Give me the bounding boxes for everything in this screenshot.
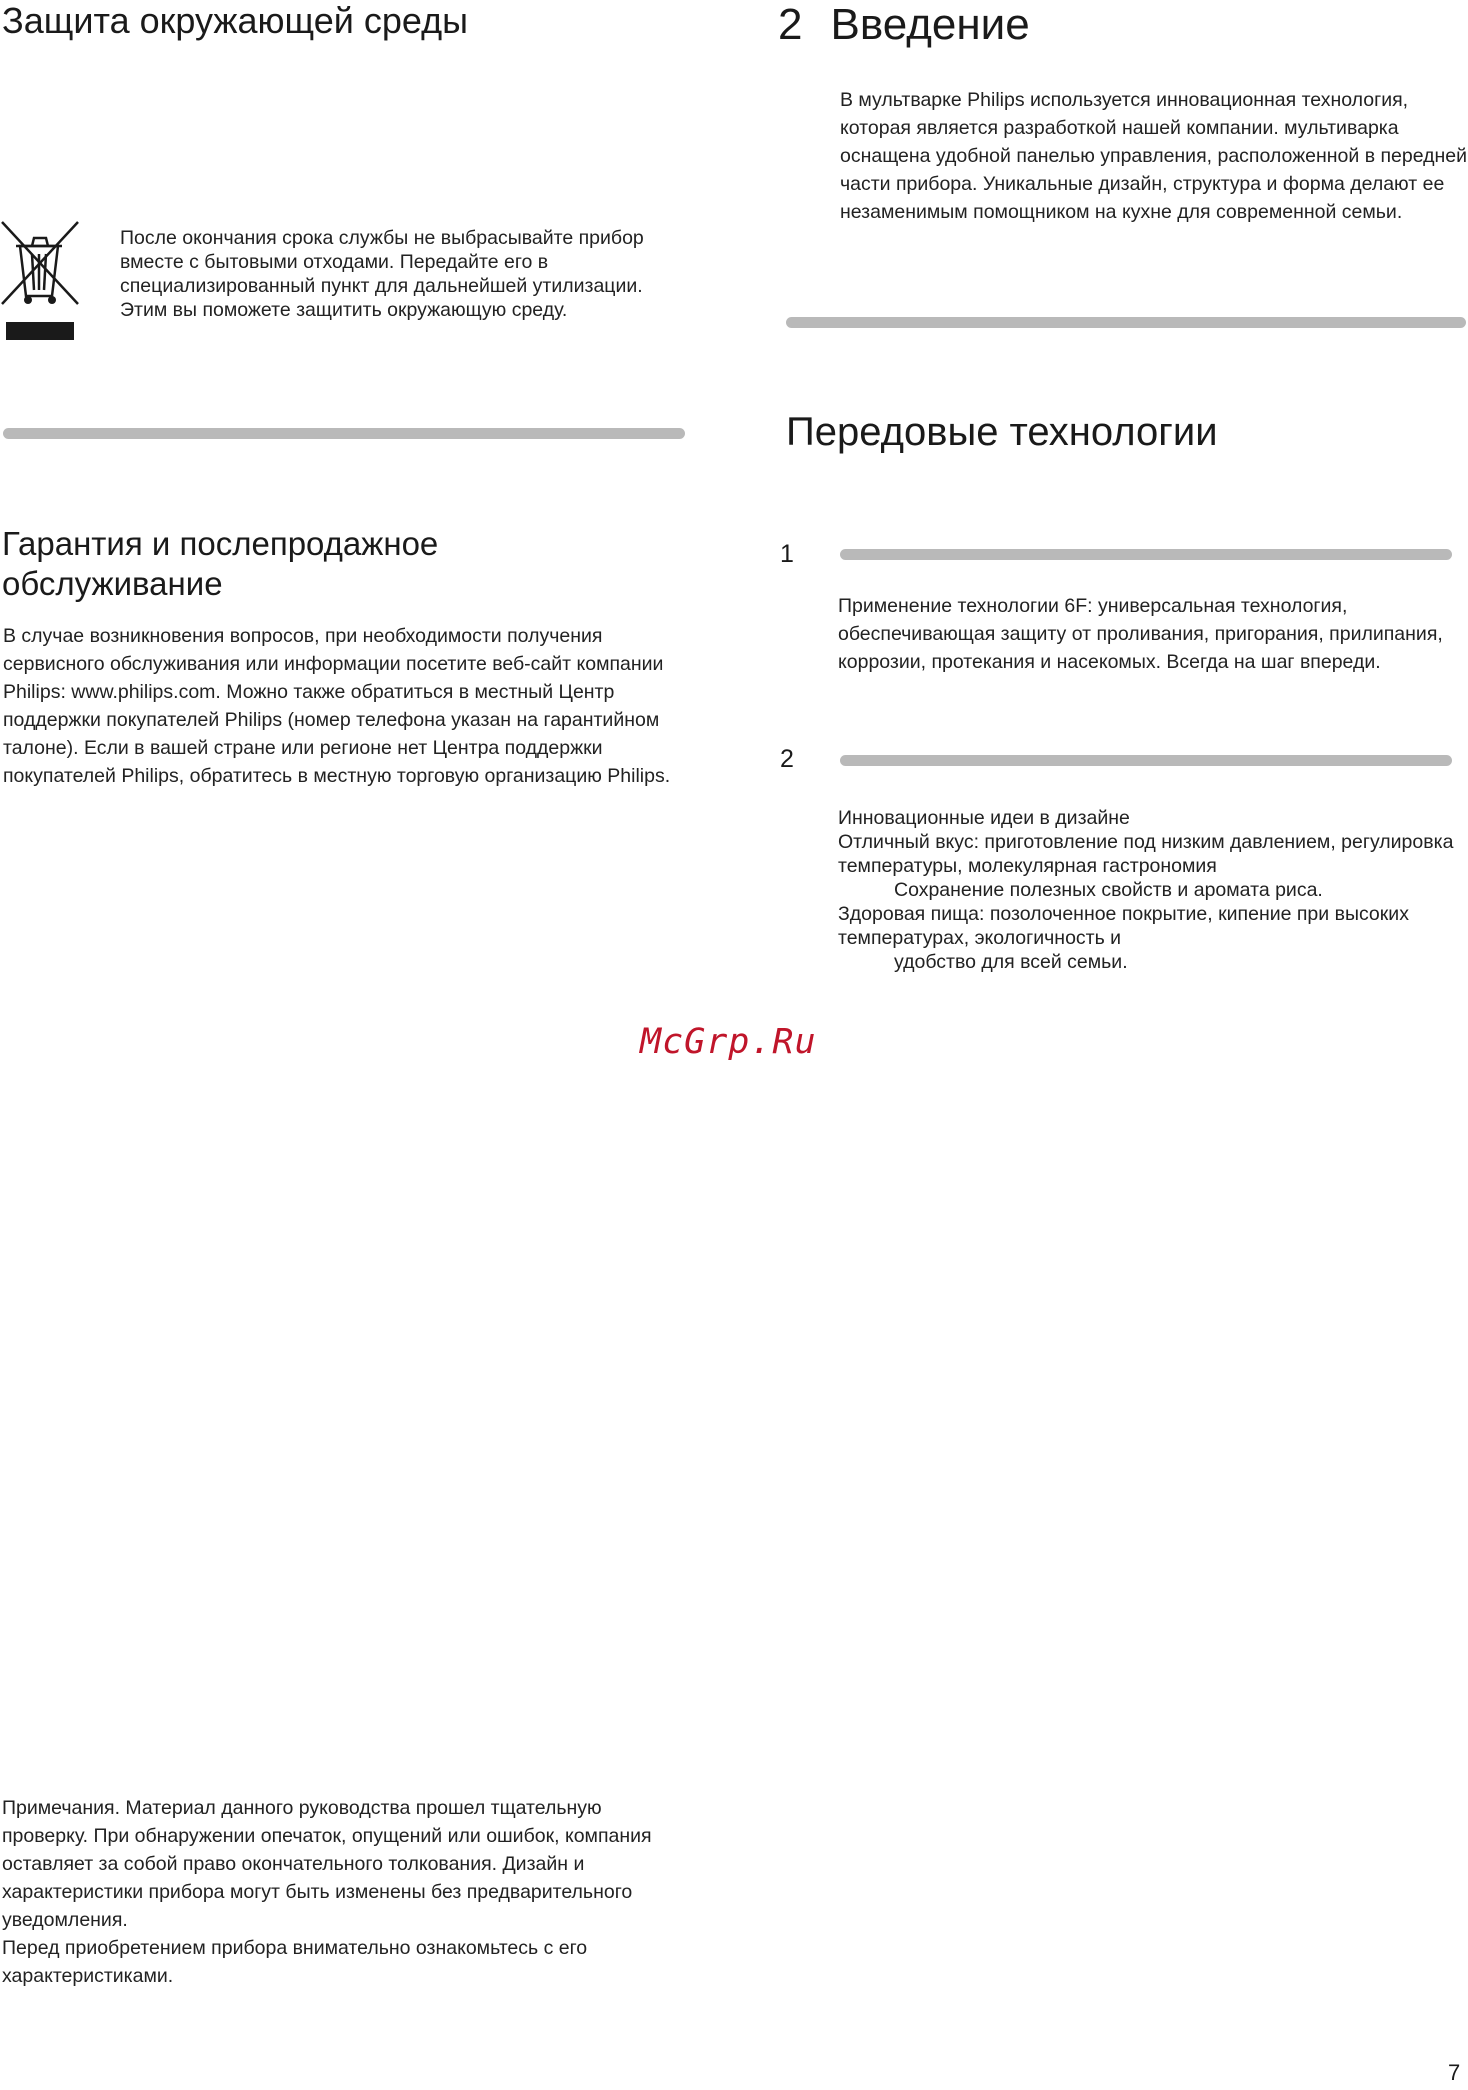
tech-item-2-number: 2: [780, 745, 794, 773]
tech-item-2-text: [838, 806, 1466, 974]
tech-item-2-bar: [840, 755, 1452, 766]
weee-bin-icon: [0, 218, 82, 346]
environment-heading: Защита окружающей среды: [2, 0, 468, 41]
chapter-number: 2: [778, 0, 803, 49]
warranty-heading: Гарантия и послепродажное обслуживание: [2, 525, 439, 602]
warranty-text: В случае возникновения вопросов, при необходимости получения сервисного обслуживания или информации посетите веб-сайт компании Philips: www.philips.com. Можно также обратиться в местный Центр поддержки покупателей Philips (номер телефона указан на гарантийном талоне). Если в вашей стране или регионе нет Центра поддержки покупателей Philips, обратитесь в местную торговую организацию Philips.: [3, 625, 671, 787]
tech-item-1-number: 1: [780, 540, 794, 568]
section-divider-left: [3, 428, 685, 439]
section-divider-right: [786, 317, 1466, 328]
tech-item-2-line-3: Сохранение полезных свойств и аромата риса.: [894, 879, 1323, 901]
tech-item-2-line-2: Отличный вкус: приготовление под низким давлением, регулировка температуры, молекулярная гастрономия: [838, 831, 1454, 877]
notes-text: Примечания. Материал данного руководства прошел тщательную проверку. При обнаружении опечаток, опущений или ошибок, компания оставляет за собой право окончательного толкования. Дизайн и характеристики прибора могут быть изменены без предварительного уведомления.: [2, 1797, 652, 1931]
page-number: 7: [1448, 2060, 1461, 2085]
tech-item-2-line-5: удобство для всей семьи.: [894, 951, 1128, 973]
tech-item-2-line-1: Инновационные идеи в дизайне: [838, 807, 1130, 829]
chapter-title: [778, 0, 1030, 51]
tech-item-1-text: Применение технологии 6F: универсальная технология, обеспечивающая защиту от проливания, пригорания, прилипания, коррозии, протекания и насекомых. Всегда на шаг впереди.: [838, 595, 1443, 673]
tech-item-1-bar: [840, 549, 1452, 560]
tech-item-2-line-4: Здоровая пища: позолоченное покрытие, кипение при высоких температурах, экологичность и: [838, 903, 1409, 949]
intro-text: В мультварке Philips используется инновационная технология, которая является разработкой нашей компании. мультиварка оснащена удобной панелью управления, расположенной в передней части прибора. Уникальные дизайн, структура и форма делают ее незаменимым помощником на кухне для современной семьи.: [840, 89, 1468, 223]
notes-block: [2, 1794, 692, 1990]
environment-text: После окончания срока службы не выбрасывайте прибор вместе с бытовыми отходами. Передайте его в специализированный пункт для дальнейшей утилизации. Этим вы поможете защитить окружающую среду.: [120, 227, 644, 321]
tech-heading: Передовые технологии: [786, 410, 1218, 454]
watermark: McGrp.Ru: [640, 1022, 817, 1062]
chapter-title-text: Введение: [830, 0, 1030, 49]
notes-text-2: Перед приобретением прибора внимательно ознакомьтесь с его характеристиками.: [2, 1937, 588, 1987]
